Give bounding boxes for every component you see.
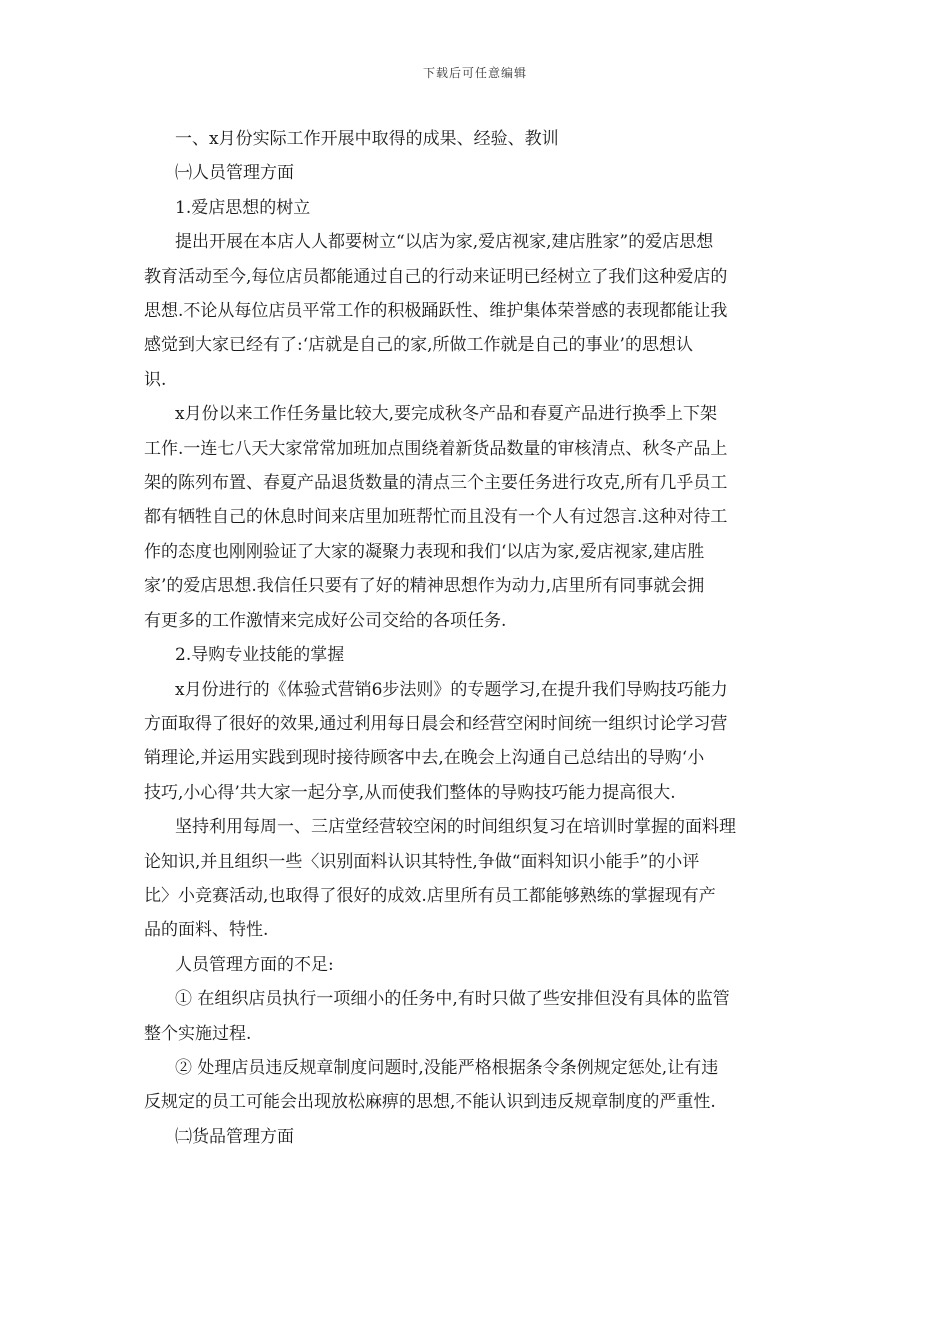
- section-heading-personnel: ㈠人员管理方面: [175, 163, 294, 184]
- paragraph-line: 家’的爱店思想.我信任只要有了好的精神思想作为动力,店里所有同事就会拥: [144, 576, 705, 597]
- shortfall-title: 人员管理方面的不足:: [175, 954, 334, 975]
- paragraph-line: 品的面料、特性.: [144, 920, 269, 941]
- paragraph-1: [144, 225, 806, 397]
- paragraph-line: 有更多的工作激情来完成好公司交给的各项任务.: [144, 610, 507, 631]
- paragraph-line: 整个实施过程.: [144, 1023, 252, 1044]
- paragraph-line: 工作.一连七八天大家常常加班加点围绕着新货品数量的审核清点、秋冬产品上: [144, 438, 728, 459]
- subheading-1: 1.爱店思想的树立: [175, 197, 311, 218]
- paragraph-line: 感觉到大家已经有了:‘店就是自己的家,所做工作就是自己的事业’的思想认: [144, 335, 693, 356]
- paragraph-line: 思想.不论从每位店员平常工作的积极踊跃性、维护集体荣誉感的表现都能让我: [144, 301, 728, 322]
- paragraph-line: 销理论,并运用实践到现时接待顾客中去,在晚会上沟通自己总结出的导购‘小: [144, 748, 705, 769]
- paragraph-line: 论知识,并且组织一些〈识别面料认识其特性,争做“面料知识小能手”的小评: [144, 851, 700, 872]
- paragraph-line: 坚持利用每周一、三店堂经营较空闲的时间组织复习在培训时掌握的面料理: [175, 817, 736, 838]
- paragraph-5: [144, 982, 806, 1051]
- paragraph-line: x月份进行的《体验式营销6步法则》的专题学习,在提升我们导购技巧能力: [175, 679, 728, 700]
- paragraph-line: ② 处理店员违反规章制度问题时,没能严格根据条令条例规定惩处,让有违: [175, 1057, 719, 1078]
- heading-1: 一、x月份实际工作开展中取得的成果、经验、教训: [175, 129, 559, 149]
- paragraph-line: 识.: [144, 369, 167, 390]
- document-body: [144, 122, 806, 1154]
- paragraph-line: 方面取得了很好的效果,通过利用每日晨会和经营空闲时间统一组织讨论学习营: [144, 713, 728, 734]
- section-heading-goods: ㈡货品管理方面: [175, 1126, 294, 1147]
- paragraph-line: 比〉小竞赛活动,也取得了很好的成效.店里所有员工都能够熟练的掌握现有产: [144, 885, 716, 906]
- subheading-2: 2.导购专业技能的掌握: [175, 645, 345, 666]
- paragraph-2: [144, 397, 806, 638]
- paragraph-3: [144, 673, 806, 811]
- paragraph-line: x月份以来工作任务量比较大,要完成秋冬产品和春夏产品进行换季上下架: [175, 404, 717, 425]
- paragraph-line: 提出开展在本店人人都要树立“以店为家,爱店视家,建店胜家”的爱店思想: [175, 232, 714, 253]
- paragraph-6: [144, 1051, 806, 1120]
- paragraph-line: 反规定的员工可能会出现放松麻痹的思想,不能认识到违反规章制度的严重性.: [144, 1092, 716, 1113]
- paragraph-line: 作的态度也刚刚验证了大家的凝聚力表现和我们‘以店为家,爱店视家,建店胜: [144, 541, 705, 562]
- paragraph-line: ① 在组织店员执行一项细小的任务中,有时只做了些安排但没有具体的监管: [175, 989, 730, 1010]
- paragraph-line: 教育活动至今,每位店员都能通过自己的行动来证明已经树立了我们这种爱店的: [144, 266, 728, 287]
- paragraph-line: 都有牺牲自己的休息时间来店里加班帮忙而且没有一个人有过怨言.这种对待工: [144, 507, 728, 528]
- paragraph-4: [144, 810, 806, 948]
- paragraph-line: 技巧,小心得’共大家一起分享,从而使我们整体的导购技巧能力提高很大.: [144, 782, 676, 803]
- page-header: 下载后可任意编辑: [422, 66, 527, 80]
- paragraph-line: 架的陈列布置、春夏产品退货数量的清点三个主要任务进行攻克,所有几乎员工: [144, 473, 728, 494]
